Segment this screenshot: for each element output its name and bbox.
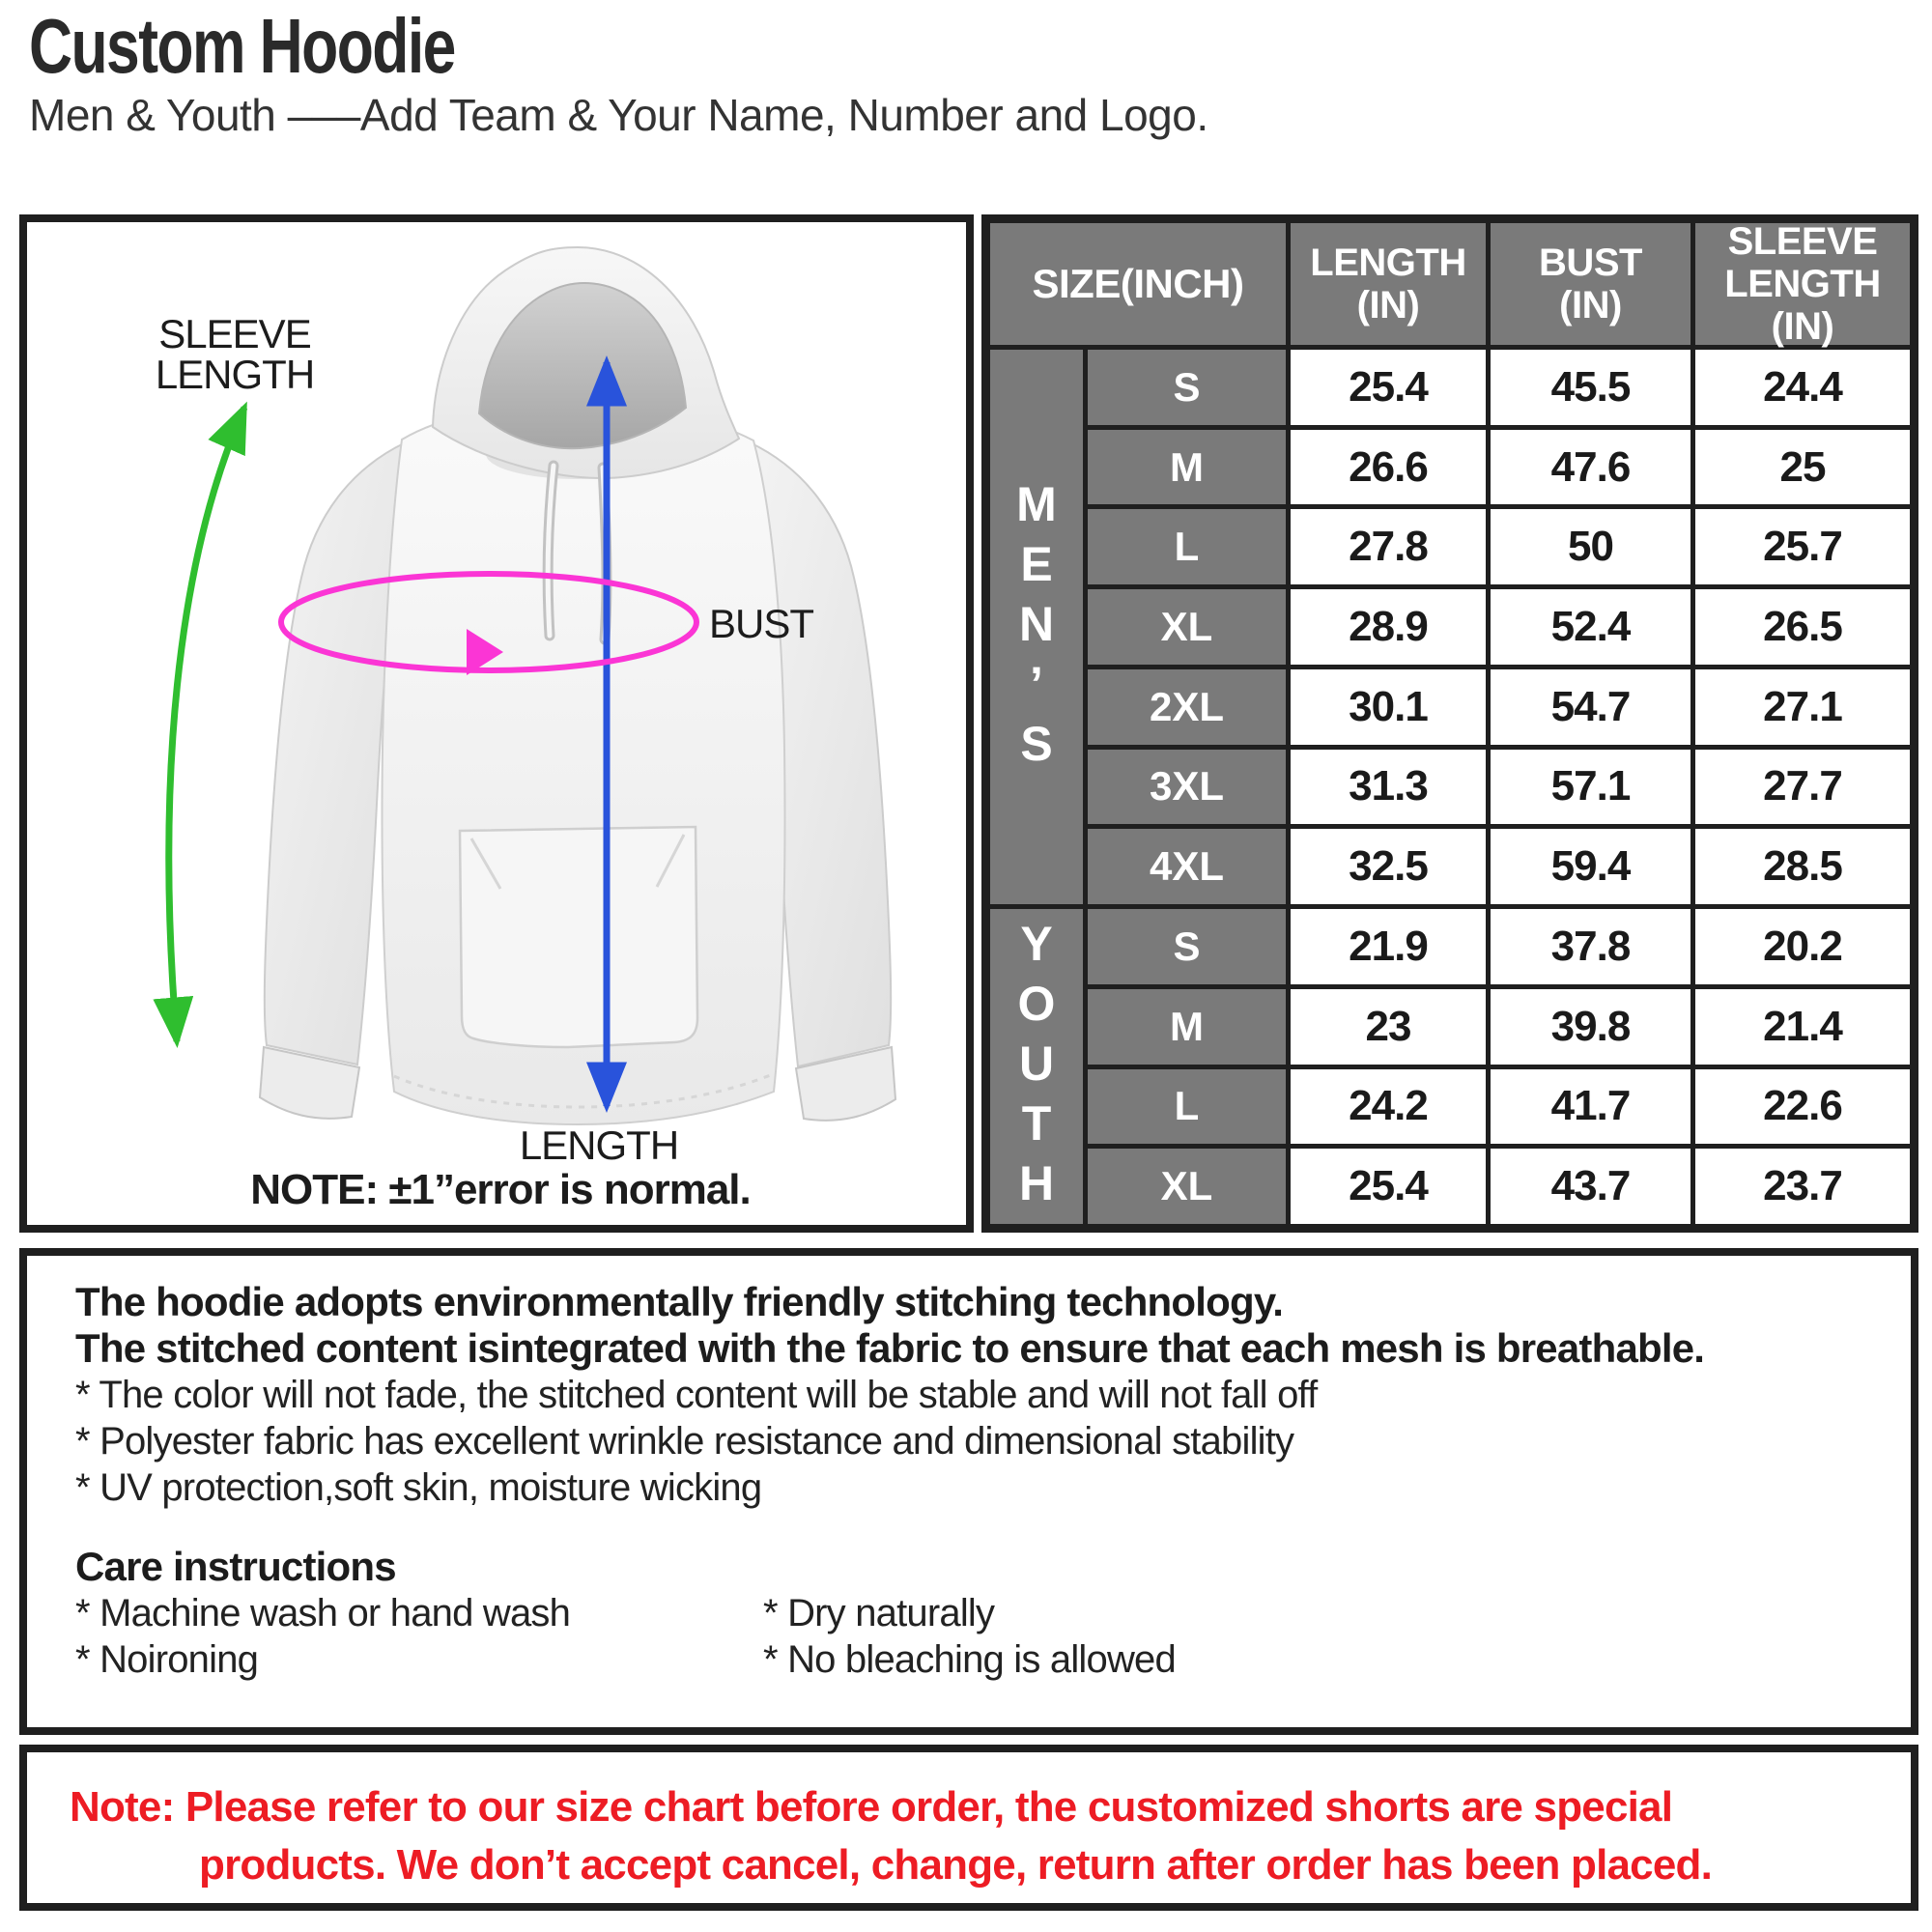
page-subtitle: Men & Youth –––Add Team & Your Name, Number and Logo.: [29, 90, 1208, 140]
row-youth-xl-size: XL: [1088, 1149, 1286, 1224]
description-bold-line2: The stitched content isintegrated with the fabric to ensure that each mesh is breathable.: [75, 1325, 1705, 1371]
row-mens-l-bust: 50: [1491, 509, 1690, 584]
header-bust-line2: (IN): [1559, 284, 1622, 327]
header-bust-line1: BUST: [1539, 242, 1642, 284]
row-youth-l-size: L: [1088, 1069, 1286, 1145]
header-length: [1291, 223, 1486, 345]
group-label-mens-text: MEN’S: [1009, 477, 1064, 778]
care-instructions-title: Care instructions: [75, 1544, 396, 1589]
description-bullet3: * UV protection,soft skin, moisture wicking: [75, 1466, 762, 1509]
header-size-inch: SIZE(INCH): [990, 223, 1286, 345]
row-mens-2xl-length: 30.1: [1291, 669, 1486, 745]
row-youth-l-sleeve: 22.6: [1695, 1069, 1910, 1145]
header-length-line1: LENGTH: [1310, 242, 1466, 284]
description-bullet2: * Polyester fabric has excellent wrinkle resistance and dimensional stability: [75, 1420, 1294, 1463]
care-item-no-ironing: * Noironing: [75, 1638, 259, 1681]
row-mens-xl-bust: 52.4: [1491, 589, 1690, 665]
row-mens-2xl-bust: 54.7: [1491, 669, 1690, 745]
page-title: [29, 2, 575, 89]
row-youth-s-length: 21.9: [1291, 909, 1486, 984]
hoodie-pocket: [460, 827, 697, 1047]
row-mens-4xl-bust: 59.4: [1491, 829, 1690, 904]
row-youth-m-length: 23: [1291, 989, 1486, 1065]
description-bold-line1: The hoodie adopts environmentally friendly stitching technology.: [75, 1279, 1284, 1324]
row-mens-xl-sleeve: 26.5: [1695, 589, 1910, 665]
row-mens-4xl-size: 4XL: [1088, 829, 1286, 904]
row-youth-m-size: M: [1088, 989, 1286, 1065]
header-sleeve-line1: SLEEVE: [1727, 220, 1878, 263]
header-sleeve-length: [1695, 220, 1910, 348]
length-label: LENGTH: [519, 1122, 679, 1168]
order-note-line2: products. We don’t accept cancel, change, return after order has been placed.: [199, 1841, 1713, 1889]
row-youth-l-bust: 41.7: [1491, 1069, 1690, 1145]
sleeve-length-arrow: [169, 408, 244, 1041]
row-youth-xl-length: 25.4: [1291, 1149, 1486, 1224]
group-label-mens: [990, 350, 1083, 904]
sleeve-length-label-line1: SLEEVE: [158, 311, 311, 356]
row-mens-l-sleeve: 25.7: [1695, 509, 1910, 584]
header-length-line2: (IN): [1356, 284, 1420, 327]
header-bust: [1491, 223, 1690, 345]
row-youth-l-length: 24.2: [1291, 1069, 1486, 1145]
order-note-line1: Note: Please refer to our size chart before order, the customized shorts are special: [70, 1783, 1673, 1831]
hoodie-diagram-box: [19, 214, 974, 1233]
care-instructions-list: [75, 1590, 1882, 1683]
group-label-youth-text: YOUTH: [1009, 917, 1064, 1217]
row-mens-m-length: 26.6: [1291, 430, 1486, 505]
care-item-no-bleaching: * No bleaching is allowed: [763, 1638, 1176, 1681]
row-youth-m-bust: 39.8: [1491, 989, 1690, 1065]
sleeve-length-label-line2: LENGTH: [155, 352, 315, 397]
row-mens-3xl-sleeve: 27.7: [1695, 750, 1910, 825]
row-mens-m-bust: 47.6: [1491, 430, 1690, 505]
row-mens-s-size: S: [1088, 350, 1286, 425]
row-youth-s-bust: 37.8: [1491, 909, 1690, 984]
description-bullet1: * The color will not fade, the stitched content will be stable and will not fall off: [75, 1374, 1318, 1416]
row-mens-3xl-bust: 57.1: [1491, 750, 1690, 825]
row-youth-xl-sleeve: 23.7: [1695, 1149, 1910, 1224]
row-youth-m-sleeve: 21.4: [1695, 989, 1910, 1065]
row-mens-4xl-length: 32.5: [1291, 829, 1486, 904]
row-mens-xl-size: XL: [1088, 589, 1286, 665]
row-mens-s-bust: 45.5: [1491, 350, 1690, 425]
row-mens-m-sleeve: 25: [1695, 430, 1910, 505]
row-mens-s-length: 25.4: [1291, 350, 1486, 425]
row-youth-xl-bust: 43.7: [1491, 1149, 1690, 1224]
row-youth-s-sleeve: 20.2: [1695, 909, 1910, 984]
row-mens-l-size: L: [1088, 509, 1286, 584]
row-mens-l-length: 27.8: [1291, 509, 1486, 584]
diagram-note: NOTE: ±1”error is normal.: [250, 1166, 751, 1213]
row-mens-s-sleeve: 24.4: [1695, 350, 1910, 425]
care-item-machine-wash: * Machine wash or hand wash: [75, 1592, 571, 1634]
row-mens-2xl-sleeve: 27.1: [1695, 669, 1910, 745]
group-label-youth: [990, 909, 1083, 1224]
row-youth-s-size: S: [1088, 909, 1286, 984]
size-table: [981, 214, 1918, 1233]
row-mens-xl-length: 28.9: [1291, 589, 1486, 665]
header-sleeve-line2: LENGTH: [1724, 263, 1881, 305]
header-sleeve-line3: (IN): [1771, 305, 1834, 348]
page-title-text: Custom Hoodie: [29, 3, 455, 89]
row-mens-3xl-length: 31.3: [1291, 750, 1486, 825]
care-item-dry-naturally: * Dry naturally: [763, 1592, 995, 1634]
bust-label: BUST: [709, 601, 814, 646]
row-mens-2xl-size: 2XL: [1088, 669, 1286, 745]
description-box: [19, 1248, 1918, 1735]
row-mens-4xl-sleeve: 28.5: [1695, 829, 1910, 904]
hoodie-illustration: [27, 222, 966, 1225]
order-note-box: [19, 1745, 1918, 1911]
row-mens-m-size: M: [1088, 430, 1286, 505]
row-mens-3xl-size: 3XL: [1088, 750, 1286, 825]
